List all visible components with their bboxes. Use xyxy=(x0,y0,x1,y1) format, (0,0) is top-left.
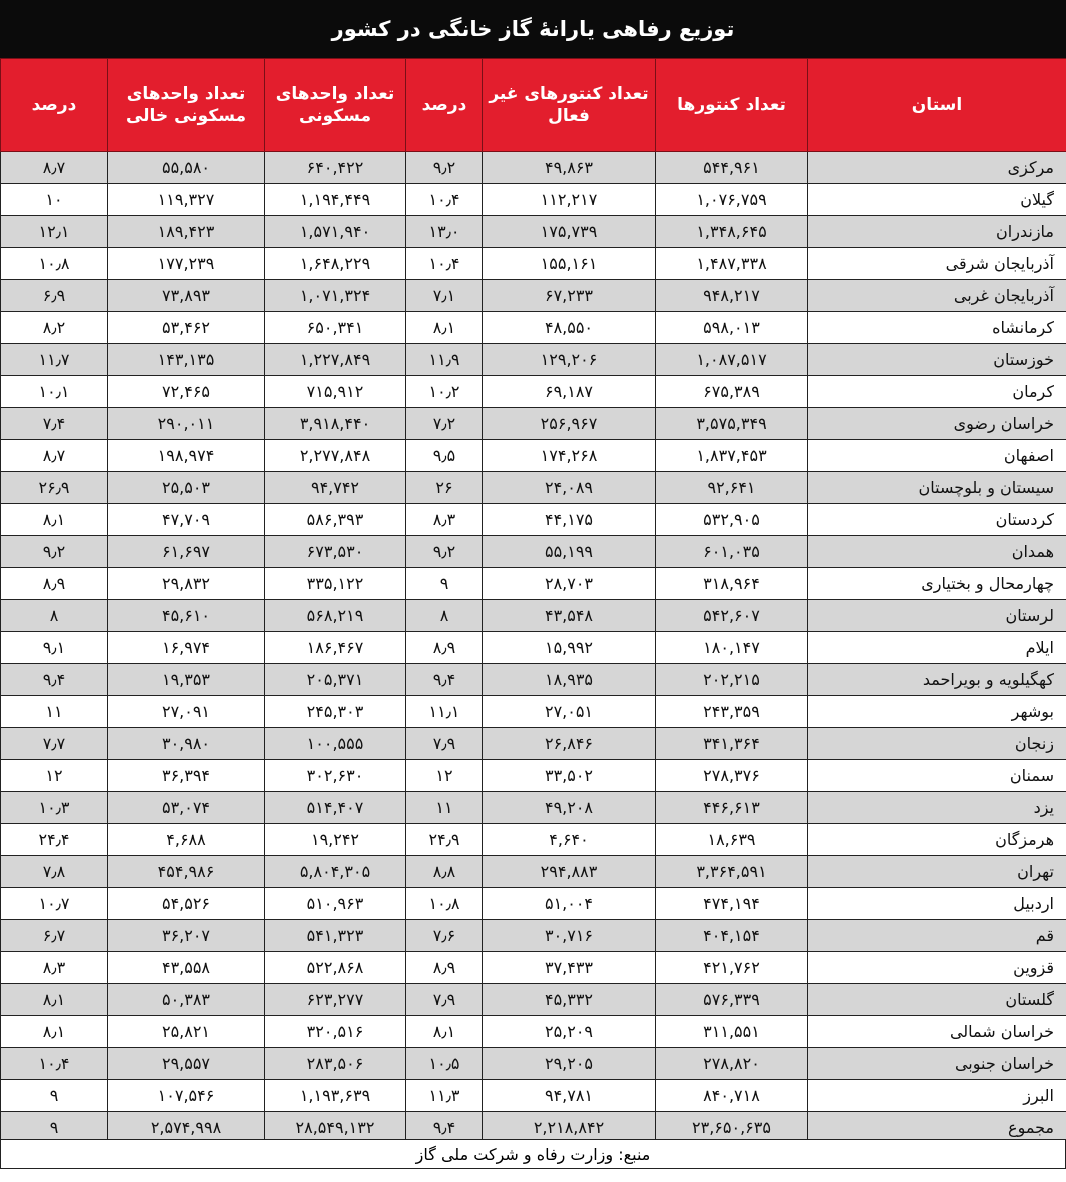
cell-province: تهران xyxy=(808,856,1066,888)
cell-percent-empty: ۱۰ xyxy=(1,184,108,216)
cell-percent: ۷٫۶ xyxy=(406,920,483,952)
table-row xyxy=(1,888,1066,920)
cell-empty-units: ۱۱۹,۳۲۷ xyxy=(108,184,265,216)
cell-percent: ۹٫۲ xyxy=(406,536,483,568)
cell-percent-empty: ۸٫۳ xyxy=(1,952,108,984)
table-row xyxy=(1,312,1066,344)
cell-meters: ۹۲,۶۴۱ xyxy=(656,472,808,504)
cell-province: مرکزی xyxy=(808,152,1066,184)
cell-province: البرز xyxy=(808,1080,1066,1112)
cell-percent-empty: ۹٫۱ xyxy=(1,632,108,664)
cell-meters: ۱۸۰,۱۴۷ xyxy=(656,632,808,664)
cell-empty-units: ۳۰,۹۸۰ xyxy=(108,728,265,760)
cell-meters: ۳۴۱,۳۶۴ xyxy=(656,728,808,760)
cell-percent-empty: ۹ xyxy=(1,1080,108,1112)
cell-inactive-meters: ۹۴,۷۸۱ xyxy=(483,1080,656,1112)
table-row xyxy=(1,216,1066,248)
cell-residential-units: ۵,۸۰۴,۳۰۵ xyxy=(265,856,406,888)
column-header-meters: تعداد کنتورها xyxy=(656,59,808,152)
cell-percent-empty: ۸٫۷ xyxy=(1,152,108,184)
cell-residential-units: ۱۰۰,۵۵۵ xyxy=(265,728,406,760)
cell-meters: ۵۴۴,۹۶۱ xyxy=(656,152,808,184)
cell-meters: ۸۴۰,۷۱۸ xyxy=(656,1080,808,1112)
table-row xyxy=(1,952,1066,984)
table-title: توزیع رفاهی یارانهٔ گاز خانگی در کشور xyxy=(0,0,1066,58)
cell-empty-units: ۱۸۹,۴۲۳ xyxy=(108,216,265,248)
column-header-percent: درصد xyxy=(406,59,483,152)
cell-province: قم xyxy=(808,920,1066,952)
cell-percent-empty: ۷٫۴ xyxy=(1,408,108,440)
cell-inactive-meters: ۲,۲۱۸,۸۴۲ xyxy=(483,1112,656,1144)
gas-subsidy-table xyxy=(0,58,1066,1144)
cell-percent-empty: ۶٫۹ xyxy=(1,280,108,312)
cell-percent: ۹ xyxy=(406,568,483,600)
cell-empty-units: ۱۹,۳۵۳ xyxy=(108,664,265,696)
table-row xyxy=(1,568,1066,600)
table-row xyxy=(1,1016,1066,1048)
cell-percent: ۸٫۹ xyxy=(406,952,483,984)
cell-residential-units: ۱۸۶,۴۶۷ xyxy=(265,632,406,664)
cell-province: یزد xyxy=(808,792,1066,824)
cell-residential-units: ۹۴,۷۴۲ xyxy=(265,472,406,504)
cell-percent-empty: ۱۰٫۷ xyxy=(1,888,108,920)
cell-percent-empty: ۸٫۱ xyxy=(1,504,108,536)
table-row xyxy=(1,504,1066,536)
table-row xyxy=(1,376,1066,408)
cell-empty-units: ۷۲,۴۶۵ xyxy=(108,376,265,408)
cell-province: سیستان و بلوچستان xyxy=(808,472,1066,504)
cell-residential-units: ۱,۰۷۱,۳۲۴ xyxy=(265,280,406,312)
table-row xyxy=(1,184,1066,216)
cell-percent-empty: ۱۰٫۴ xyxy=(1,1048,108,1080)
cell-residential-units: ۲۸۳,۵۰۶ xyxy=(265,1048,406,1080)
cell-residential-units: ۱,۲۲۷,۸۴۹ xyxy=(265,344,406,376)
cell-meters: ۴۴۶,۶۱۳ xyxy=(656,792,808,824)
cell-percent: ۱۰٫۸ xyxy=(406,888,483,920)
cell-residential-units: ۶۲۳,۲۷۷ xyxy=(265,984,406,1016)
cell-meters: ۱,۴۸۷,۳۳۸ xyxy=(656,248,808,280)
table-row xyxy=(1,984,1066,1016)
cell-meters: ۳۱۸,۹۶۴ xyxy=(656,568,808,600)
cell-percent: ۸٫۱ xyxy=(406,1016,483,1048)
cell-meters: ۲۷۸,۳۷۶ xyxy=(656,760,808,792)
cell-residential-units: ۱۹,۲۴۲ xyxy=(265,824,406,856)
cell-percent-empty: ۸٫۷ xyxy=(1,440,108,472)
cell-inactive-meters: ۱۷۵,۷۳۹ xyxy=(483,216,656,248)
cell-meters: ۲۷۸,۸۲۰ xyxy=(656,1048,808,1080)
cell-percent: ۱۱٫۹ xyxy=(406,344,483,376)
cell-residential-units: ۲۸,۵۴۹,۱۳۲ xyxy=(265,1112,406,1144)
table-row xyxy=(1,824,1066,856)
cell-meters: ۱,۰۷۶,۷۵۹ xyxy=(656,184,808,216)
cell-empty-units: ۴۵,۶۱۰ xyxy=(108,600,265,632)
cell-inactive-meters: ۱۲۹,۲۰۶ xyxy=(483,344,656,376)
table-row xyxy=(1,632,1066,664)
cell-percent-empty: ۶٫۷ xyxy=(1,920,108,952)
cell-inactive-meters: ۱۷۴,۲۶۸ xyxy=(483,440,656,472)
cell-province: هرمزگان xyxy=(808,824,1066,856)
table-header-row xyxy=(1,59,1066,152)
cell-province: زنجان xyxy=(808,728,1066,760)
cell-percent-empty: ۲۴٫۴ xyxy=(1,824,108,856)
cell-percent-empty: ۱۲٫۱ xyxy=(1,216,108,248)
table-row xyxy=(1,152,1066,184)
cell-inactive-meters: ۲۶,۸۴۶ xyxy=(483,728,656,760)
cell-percent: ۸٫۸ xyxy=(406,856,483,888)
cell-inactive-meters: ۴,۶۴۰ xyxy=(483,824,656,856)
cell-inactive-meters: ۵۱,۰۰۴ xyxy=(483,888,656,920)
cell-percent: ۲۶ xyxy=(406,472,483,504)
column-header-province: استان xyxy=(808,59,1066,152)
cell-percent: ۹٫۴ xyxy=(406,664,483,696)
cell-meters: ۹۴۸,۲۱۷ xyxy=(656,280,808,312)
cell-residential-units: ۱,۶۴۸,۲۲۹ xyxy=(265,248,406,280)
cell-residential-units: ۶۴۰,۴۲۲ xyxy=(265,152,406,184)
cell-meters: ۴۷۴,۱۹۴ xyxy=(656,888,808,920)
cell-percent: ۱۰٫۴ xyxy=(406,184,483,216)
cell-residential-units: ۱,۵۷۱,۹۴۰ xyxy=(265,216,406,248)
cell-residential-units: ۳۲۰,۵۱۶ xyxy=(265,1016,406,1048)
cell-residential-units: ۵۱۰,۹۶۳ xyxy=(265,888,406,920)
cell-province: کرمانشاه xyxy=(808,312,1066,344)
cell-inactive-meters: ۱۸,۹۳۵ xyxy=(483,664,656,696)
cell-inactive-meters: ۲۵۶,۹۶۷ xyxy=(483,408,656,440)
column-header-empty-units: تعداد واحدهای مسکونی خالی xyxy=(108,59,265,152)
cell-province: قزوین xyxy=(808,952,1066,984)
cell-province: اصفهان xyxy=(808,440,1066,472)
cell-percent: ۷٫۹ xyxy=(406,728,483,760)
cell-inactive-meters: ۱۱۲,۲۱۷ xyxy=(483,184,656,216)
cell-percent-empty: ۹ xyxy=(1,1112,108,1144)
cell-percent: ۱۳٫۰ xyxy=(406,216,483,248)
cell-inactive-meters: ۳۷,۴۳۳ xyxy=(483,952,656,984)
cell-meters: ۴۲۱,۷۶۲ xyxy=(656,952,808,984)
cell-percent-empty: ۱۰٫۳ xyxy=(1,792,108,824)
cell-percent-empty: ۱۱ xyxy=(1,696,108,728)
cell-meters: ۳,۵۷۵,۳۴۹ xyxy=(656,408,808,440)
cell-province: مجموع xyxy=(808,1112,1066,1144)
cell-percent: ۱۲ xyxy=(406,760,483,792)
cell-province: مازندران xyxy=(808,216,1066,248)
cell-empty-units: ۴۵۴,۹۸۶ xyxy=(108,856,265,888)
table-row xyxy=(1,280,1066,312)
cell-meters: ۱۸,۶۳۹ xyxy=(656,824,808,856)
cell-empty-units: ۳۶,۲۰۷ xyxy=(108,920,265,952)
cell-province: خراسان شمالی xyxy=(808,1016,1066,1048)
cell-residential-units: ۳,۹۱۸,۴۴۰ xyxy=(265,408,406,440)
cell-percent-empty: ۸٫۱ xyxy=(1,984,108,1016)
cell-inactive-meters: ۲۸,۷۰۳ xyxy=(483,568,656,600)
cell-empty-units: ۵۳,۰۷۴ xyxy=(108,792,265,824)
cell-province: خوزستان xyxy=(808,344,1066,376)
cell-residential-units: ۷۱۵,۹۱۲ xyxy=(265,376,406,408)
table-row xyxy=(1,600,1066,632)
cell-percent-empty: ۱۲ xyxy=(1,760,108,792)
table-body xyxy=(1,152,1066,1144)
cell-province: خراسان جنوبی xyxy=(808,1048,1066,1080)
cell-province: لرستان xyxy=(808,600,1066,632)
cell-inactive-meters: ۳۰,۷۱۶ xyxy=(483,920,656,952)
source-note: منبع: وزارت رفاه و شرکت ملی گاز xyxy=(0,1139,1066,1169)
cell-inactive-meters: ۲۹,۲۰۵ xyxy=(483,1048,656,1080)
cell-inactive-meters: ۱۵,۹۹۲ xyxy=(483,632,656,664)
cell-percent: ۷٫۱ xyxy=(406,280,483,312)
cell-empty-units: ۴۷,۷۰۹ xyxy=(108,504,265,536)
cell-inactive-meters: ۴۹,۲۰۸ xyxy=(483,792,656,824)
table-row xyxy=(1,1048,1066,1080)
cell-inactive-meters: ۶۷,۲۳۳ xyxy=(483,280,656,312)
cell-empty-units: ۲۵,۸۲۱ xyxy=(108,1016,265,1048)
cell-empty-units: ۱۶,۹۷۴ xyxy=(108,632,265,664)
table-row xyxy=(1,1080,1066,1112)
cell-empty-units: ۳۶,۳۹۴ xyxy=(108,760,265,792)
cell-residential-units: ۲,۲۷۷,۸۴۸ xyxy=(265,440,406,472)
cell-inactive-meters: ۴۸,۵۵۰ xyxy=(483,312,656,344)
cell-percent-empty: ۸ xyxy=(1,600,108,632)
cell-province: سمنان xyxy=(808,760,1066,792)
cell-empty-units: ۴,۶۸۸ xyxy=(108,824,265,856)
cell-percent-empty: ۲۶٫۹ xyxy=(1,472,108,504)
table-row xyxy=(1,760,1066,792)
cell-percent: ۸ xyxy=(406,600,483,632)
cell-meters: ۶۷۵,۳۸۹ xyxy=(656,376,808,408)
cell-meters: ۵۷۶,۳۳۹ xyxy=(656,984,808,1016)
cell-residential-units: ۳۳۵,۱۲۲ xyxy=(265,568,406,600)
table-row xyxy=(1,664,1066,696)
cell-inactive-meters: ۲۴,۰۸۹ xyxy=(483,472,656,504)
cell-province: ایلام xyxy=(808,632,1066,664)
cell-inactive-meters: ۲۷,۰۵۱ xyxy=(483,696,656,728)
cell-percent: ۸٫۳ xyxy=(406,504,483,536)
table-row xyxy=(1,344,1066,376)
cell-percent: ۲۴٫۹ xyxy=(406,824,483,856)
cell-empty-units: ۲۹,۸۳۲ xyxy=(108,568,265,600)
cell-province: بوشهر xyxy=(808,696,1066,728)
cell-percent: ۹٫۲ xyxy=(406,152,483,184)
cell-residential-units: ۵۲۲,۸۶۸ xyxy=(265,952,406,984)
cell-percent: ۱۱٫۳ xyxy=(406,1080,483,1112)
cell-empty-units: ۷۳,۸۹۳ xyxy=(108,280,265,312)
cell-empty-units: ۲۹۰,۰۱۱ xyxy=(108,408,265,440)
cell-meters: ۱,۳۴۸,۶۴۵ xyxy=(656,216,808,248)
cell-inactive-meters: ۵۵,۱۹۹ xyxy=(483,536,656,568)
cell-province: چهارمحال و بختیاری xyxy=(808,568,1066,600)
cell-empty-units: ۱۹۸,۹۷۴ xyxy=(108,440,265,472)
cell-percent: ۷٫۲ xyxy=(406,408,483,440)
cell-province: گیلان xyxy=(808,184,1066,216)
cell-inactive-meters: ۴۵,۳۳۲ xyxy=(483,984,656,1016)
cell-percent: ۱۰٫۲ xyxy=(406,376,483,408)
cell-residential-units: ۵۸۶,۳۹۳ xyxy=(265,504,406,536)
cell-province: کرمان xyxy=(808,376,1066,408)
cell-empty-units: ۲۵,۵۰۳ xyxy=(108,472,265,504)
cell-empty-units: ۵۰,۳۸۳ xyxy=(108,984,265,1016)
cell-inactive-meters: ۴۹,۸۶۳ xyxy=(483,152,656,184)
cell-meters: ۵۳۲,۹۰۵ xyxy=(656,504,808,536)
cell-inactive-meters: ۴۴,۱۷۵ xyxy=(483,504,656,536)
cell-percent-empty: ۹٫۴ xyxy=(1,664,108,696)
cell-residential-units: ۱,۱۹۳,۶۳۹ xyxy=(265,1080,406,1112)
table-row xyxy=(1,440,1066,472)
cell-percent-empty: ۱۰٫۸ xyxy=(1,248,108,280)
cell-residential-units: ۳۰۲,۶۳۰ xyxy=(265,760,406,792)
cell-empty-units: ۲۹,۵۵۷ xyxy=(108,1048,265,1080)
cell-empty-units: ۲,۵۷۴,۹۹۸ xyxy=(108,1112,265,1144)
column-header-percent-empty: درصد xyxy=(1,59,108,152)
column-header-residential-units: تعداد واحدهای مسکونی xyxy=(265,59,406,152)
table-row xyxy=(1,728,1066,760)
cell-empty-units: ۴۳,۵۵۸ xyxy=(108,952,265,984)
cell-percent: ۹٫۵ xyxy=(406,440,483,472)
cell-residential-units: ۵۴۱,۳۲۳ xyxy=(265,920,406,952)
cell-residential-units: ۶۵۰,۳۴۱ xyxy=(265,312,406,344)
cell-residential-units: ۱,۱۹۴,۴۴۹ xyxy=(265,184,406,216)
cell-province: خراسان رضوی xyxy=(808,408,1066,440)
cell-province: اردبیل xyxy=(808,888,1066,920)
cell-empty-units: ۱۷۷,۲۳۹ xyxy=(108,248,265,280)
cell-percent: ۱۱٫۱ xyxy=(406,696,483,728)
cell-meters: ۵۹۸,۰۱۳ xyxy=(656,312,808,344)
cell-province: آذربایجان شرقی xyxy=(808,248,1066,280)
cell-province: کردستان xyxy=(808,504,1066,536)
cell-percent: ۸٫۱ xyxy=(406,312,483,344)
cell-empty-units: ۵۴,۵۲۶ xyxy=(108,888,265,920)
table-row xyxy=(1,408,1066,440)
cell-empty-units: ۱۰۷,۵۴۶ xyxy=(108,1080,265,1112)
cell-percent-empty: ۱۰٫۱ xyxy=(1,376,108,408)
cell-residential-units: ۵۱۴,۴۰۷ xyxy=(265,792,406,824)
table-row xyxy=(1,472,1066,504)
cell-meters: ۱,۸۳۷,۴۵۳ xyxy=(656,440,808,472)
cell-meters: ۶۰۱,۰۳۵ xyxy=(656,536,808,568)
cell-meters: ۴۰۴,۱۵۴ xyxy=(656,920,808,952)
cell-inactive-meters: ۲۵,۲۰۹ xyxy=(483,1016,656,1048)
cell-percent-empty: ۸٫۲ xyxy=(1,312,108,344)
cell-inactive-meters: ۱۵۵,۱۶۱ xyxy=(483,248,656,280)
table-row xyxy=(1,920,1066,952)
cell-inactive-meters: ۴۳,۵۴۸ xyxy=(483,600,656,632)
cell-residential-units: ۲۰۵,۳۷۱ xyxy=(265,664,406,696)
cell-empty-units: ۵۵,۵۸۰ xyxy=(108,152,265,184)
cell-meters: ۲۴۳,۳۵۹ xyxy=(656,696,808,728)
cell-percent-empty: ۹٫۲ xyxy=(1,536,108,568)
cell-meters: ۵۴۲,۶۰۷ xyxy=(656,600,808,632)
cell-meters: ۲۰۲,۲۱۵ xyxy=(656,664,808,696)
cell-meters: ۳۱۱,۵۵۱ xyxy=(656,1016,808,1048)
cell-inactive-meters: ۲۹۴,۸۸۳ xyxy=(483,856,656,888)
cell-percent-empty: ۷٫۷ xyxy=(1,728,108,760)
cell-percent-empty: ۱۱٫۷ xyxy=(1,344,108,376)
cell-residential-units: ۲۴۵,۳۰۳ xyxy=(265,696,406,728)
table-row xyxy=(1,696,1066,728)
cell-percent: ۱۰٫۴ xyxy=(406,248,483,280)
column-header-inactive-meters: تعداد کنتورهای غیر فعال xyxy=(483,59,656,152)
cell-residential-units: ۵۶۸,۲۱۹ xyxy=(265,600,406,632)
cell-percent-empty: ۸٫۱ xyxy=(1,1016,108,1048)
cell-province: کهگیلویه و بویراحمد xyxy=(808,664,1066,696)
cell-inactive-meters: ۶۹,۱۸۷ xyxy=(483,376,656,408)
cell-inactive-meters: ۳۳,۵۰۲ xyxy=(483,760,656,792)
cell-province: گلستان xyxy=(808,984,1066,1016)
table-row xyxy=(1,536,1066,568)
cell-percent: ۸٫۹ xyxy=(406,632,483,664)
cell-percent: ۱۰٫۵ xyxy=(406,1048,483,1080)
cell-empty-units: ۱۴۳,۱۳۵ xyxy=(108,344,265,376)
cell-percent: ۹٫۴ xyxy=(406,1112,483,1144)
cell-percent: ۱۱ xyxy=(406,792,483,824)
cell-province: همدان xyxy=(808,536,1066,568)
table-row xyxy=(1,248,1066,280)
cell-empty-units: ۶۱,۶۹۷ xyxy=(108,536,265,568)
cell-province: آذربایجان غربی xyxy=(808,280,1066,312)
cell-residential-units: ۶۷۳,۵۳۰ xyxy=(265,536,406,568)
cell-percent: ۷٫۹ xyxy=(406,984,483,1016)
cell-meters: ۲۳,۶۵۰,۶۳۵ xyxy=(656,1112,808,1144)
cell-meters: ۳,۳۶۴,۵۹۱ xyxy=(656,856,808,888)
table-row xyxy=(1,856,1066,888)
cell-percent-empty: ۷٫۸ xyxy=(1,856,108,888)
cell-percent-empty: ۸٫۹ xyxy=(1,568,108,600)
cell-empty-units: ۲۷,۰۹۱ xyxy=(108,696,265,728)
cell-empty-units: ۵۳,۴۶۲ xyxy=(108,312,265,344)
cell-meters: ۱,۰۸۷,۵۱۷ xyxy=(656,344,808,376)
table-row xyxy=(1,792,1066,824)
